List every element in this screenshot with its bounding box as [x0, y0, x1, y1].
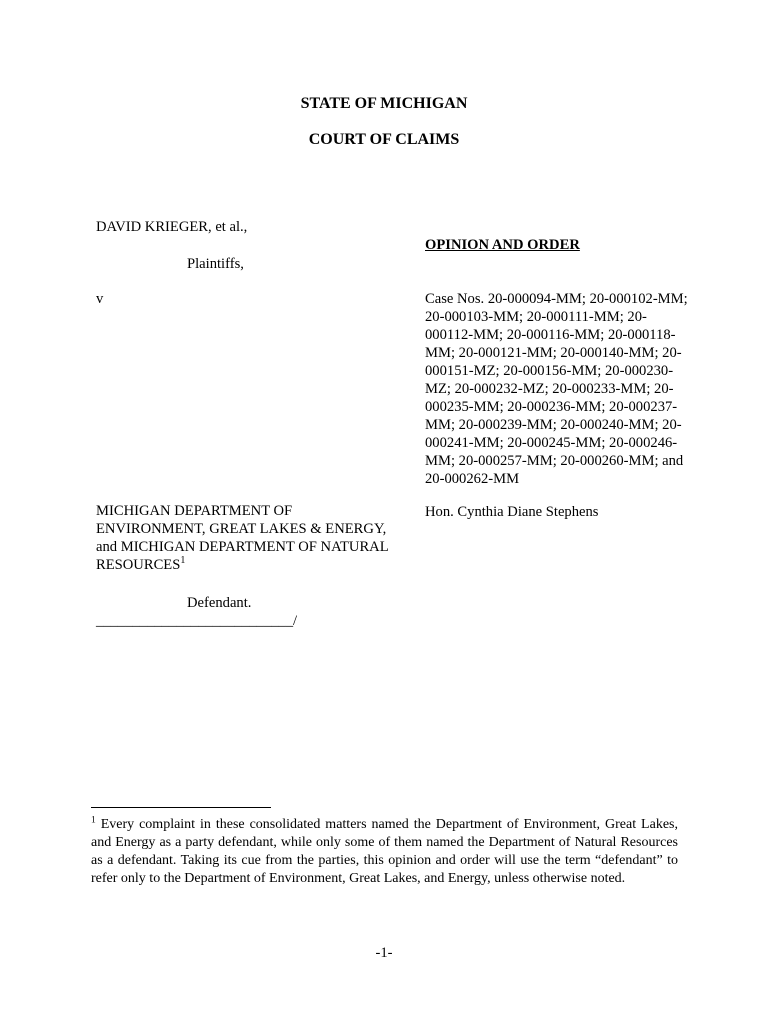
case-line: 20-000103-MM; 20-000111-MM; 20- — [425, 309, 647, 325]
footnote-reference[interactable]: 1 — [180, 555, 186, 567]
defendant-line: ENVIRONMENT, GREAT LAKES & ENERGY, — [96, 521, 387, 537]
defendant-line: MICHIGAN DEPARTMENT OF — [96, 503, 293, 519]
case-line: MM; 20-000239-MM; 20-000240-MM; 20- — [425, 417, 682, 433]
footnote-mark: 1 — [91, 815, 96, 826]
footnote-text: Every complaint in these consolidated matters named the Department of Environment, Great Lakes, and Energy as a party defendant, while only some of them named the Department of Natural Resources as a defendant. Taking its cue from the parties, this opinion and order will use the term “defendant” to refer only to the Department of Environment, Great Lakes, and Energy, unless otherwise noted. — [91, 817, 678, 886]
case-line: 000241-MM; 20-000245-MM; 20-000246- — [425, 435, 678, 451]
state-heading: STATE OF MICHIGAN — [300, 95, 468, 112]
caption-closing-line: ___________________________/ — [96, 613, 298, 629]
defendant-role: Defendant. — [187, 595, 252, 611]
case-line: MM; 20-000121-MM; 20-000140-MM; 20- — [425, 345, 682, 361]
footnote-separator — [91, 807, 271, 808]
versus: v — [96, 291, 104, 307]
defendant-block — [96, 502, 408, 574]
plaintiff-role: Plaintiffs, — [187, 256, 244, 272]
footnote — [91, 816, 678, 888]
plaintiff-name: DAVID KRIEGER, et al., — [96, 219, 248, 235]
case-numbers — [425, 290, 707, 488]
opinion-title: OPINION AND ORDER — [425, 237, 580, 253]
case-line: 000235-MM; 20-000236-MM; 20-000237- — [425, 399, 678, 415]
case-line: 000112-MM; 20-000116-MM; 20-000118- — [425, 327, 676, 343]
case-line: MM; 20-000257-MM; 20-000260-MM; and — [425, 453, 684, 469]
judge-name: Hon. Cynthia Diane Stephens — [425, 504, 599, 520]
case-line: MZ; 20-000232-MZ; 20-000233-MM; 20- — [425, 381, 674, 397]
page-number: -1- — [375, 945, 393, 961]
case-line: 20-000262-MM — [425, 471, 520, 487]
case-line: 000151-MZ; 20-000156-MM; 20-000230- — [425, 363, 674, 379]
court-heading: COURT OF CLAIMS — [308, 131, 460, 148]
case-line: Case Nos. 20-000094-MM; 20-000102-MM; — [425, 291, 688, 307]
defendant-line-text: RESOURCES — [96, 557, 181, 573]
defendant-line — [96, 556, 408, 574]
defendant-line: and MICHIGAN DEPARTMENT OF NATURAL — [96, 539, 389, 555]
